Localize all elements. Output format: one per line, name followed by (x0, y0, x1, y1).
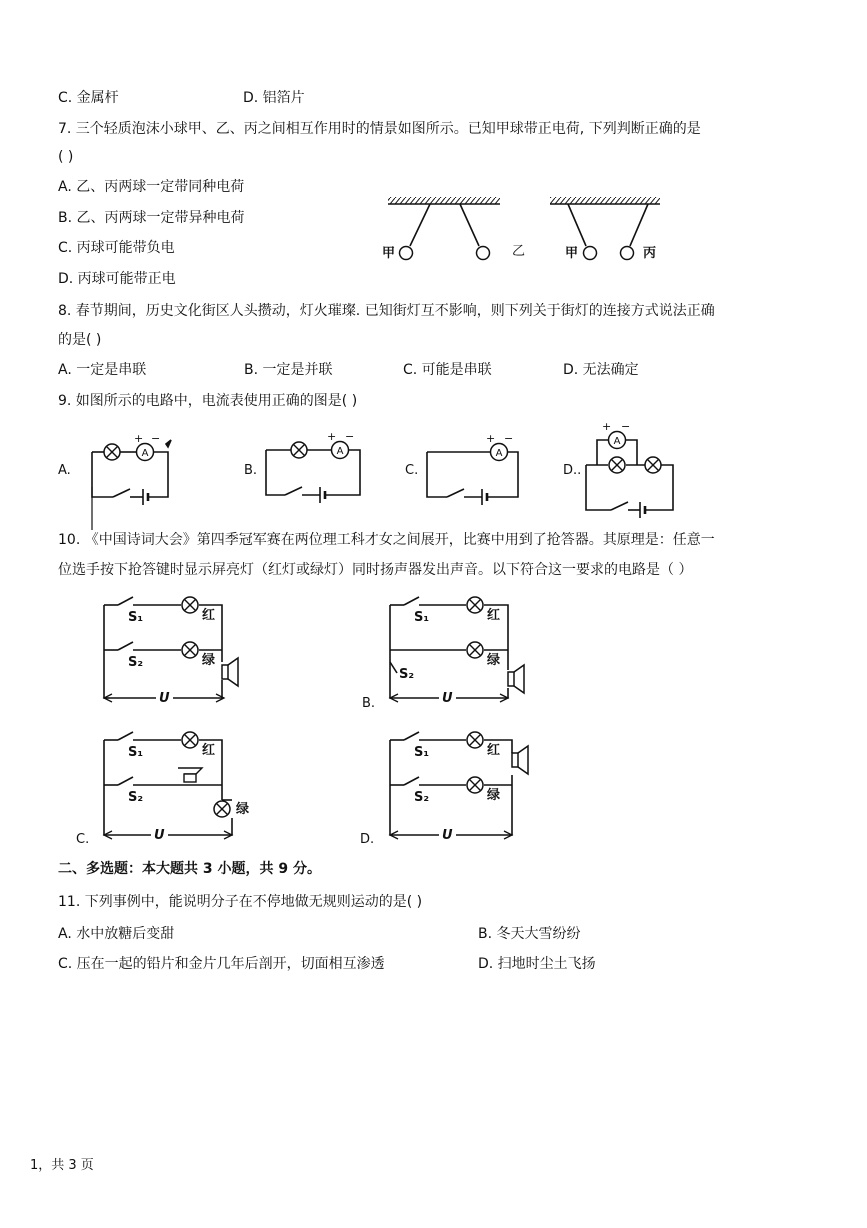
q7-stem: 7. 三个轻质泡沫小球甲、乙、丙之间相互作用时的情景如图所示。已知甲球带正电荷, 下列判断正确的是 (58, 121, 701, 137)
q8-stem-line1: 8. 春节期间，历史文化街区人头攒动，灯火璀璨. 已知街灯互不影响，则下列关于街灯的连接方式说法正确 (58, 303, 715, 319)
q7-label-yi: 乙 (512, 244, 526, 259)
q10b-green: 绿 (487, 653, 501, 668)
ball-yi (477, 247, 490, 260)
q9-label-b: B. (244, 463, 258, 478)
q11-option-a: A. 水中放糖后变甜 (58, 926, 175, 942)
q7-option-d: D. 丙球可能带正电 (58, 271, 176, 287)
ammeter-c-plus: + (486, 432, 496, 445)
ammeter-a-letter: A (141, 448, 149, 459)
q9-stem: 9. 如图所示的电路中，电流表使用正确的图是( ) (58, 393, 358, 409)
q10a-s1: S₁ (128, 610, 144, 625)
q10a-u: U (156, 692, 173, 705)
q7-paren: ( ) (58, 149, 74, 165)
q10d-green: 绿 (487, 788, 501, 803)
ammeter-b-minus: − (345, 430, 355, 443)
q10-circuit-b (390, 597, 524, 702)
q10b-s2: S₂ (399, 667, 415, 682)
ammeter-d-minus: − (621, 420, 631, 433)
q10d-s1: S₁ (414, 745, 430, 760)
ammeter-a-plus: + (134, 432, 144, 445)
ammeter-c-minus: − (504, 432, 514, 445)
q7-option-b: B. 乙、丙两球一定带异种电荷 (58, 210, 245, 226)
q8-option-b: B. 一定是并联 (244, 362, 333, 378)
q7-label-bing: 丙 (643, 246, 657, 261)
q6-option-c: C. 金属杆 (58, 90, 119, 106)
q10-stem-line1: 10. 《中国诗词大会》第四季冠军赛在两位理工科才女之间展开，比赛中用到了抢答器。其原理是：任意一 (58, 532, 715, 548)
q10c-green: 绿 (236, 802, 250, 817)
q10c-u: U (151, 829, 168, 842)
ammeter-d-plus: + (602, 420, 612, 433)
q11-option-c: C. 压在一起的铅片和金片几年后剖开，切面相互渗透 (58, 956, 385, 972)
q9-circuit-a (92, 432, 171, 530)
q10b-red: 红 (487, 608, 501, 623)
q10-stem-line2: 位选手按下抢答键时显示屏亮灯（红灯或绿灯）同时扬声器发出声音。以下符合这一要求的电路是（ ） (58, 562, 693, 578)
ball-jia-1 (400, 247, 413, 260)
q9-label-d: D.. (563, 463, 582, 478)
q11-option-b: B. 冬天大雪纷纷 (478, 926, 581, 942)
q9-circuit-b (266, 430, 360, 503)
q9-circuit-c (427, 432, 518, 505)
q9-label-a: A. (58, 463, 71, 478)
ammeter-c-letter: A (495, 448, 503, 459)
ball-bing (621, 247, 634, 260)
q10-label-b: B. (362, 696, 376, 711)
ammeter-b-plus: + (327, 430, 337, 443)
q10d-s2: S₂ (414, 790, 430, 805)
q10c-s1: S₁ (128, 745, 144, 760)
q10-label-d: D. (360, 832, 375, 847)
q7-label-jia-2: 甲 (565, 246, 579, 261)
q10d-red: 红 (487, 743, 501, 758)
q10d-u: U (439, 829, 456, 842)
q10-circuit-a (104, 597, 238, 702)
q8-option-c: C. 可能是串联 (403, 362, 492, 378)
q6-option-d: D. 铝箔片 (243, 90, 305, 106)
q7-label-jia-1: 甲 (382, 246, 396, 261)
q7-option-c: C. 丙球可能带负电 (58, 240, 175, 256)
q10a-red: 红 (202, 608, 216, 623)
q8-option-d: D. 无法确定 (563, 362, 639, 378)
q10b-u: U (439, 692, 456, 705)
q8-stem-line2: 的是( ) (58, 332, 102, 348)
q10-circuit-d (390, 732, 528, 839)
q8-option-a: A. 一定是串联 (58, 362, 147, 378)
q10-label-c: C. (76, 832, 90, 847)
section2-heading: 二、多选题：本大题共 3 小题，共 9 分。 (58, 861, 321, 877)
q10a-green: 绿 (202, 653, 216, 668)
q7-option-a: A. 乙、丙两球一定带同种电荷 (58, 179, 245, 195)
page-footer: 1，共 3 页 (30, 1158, 94, 1173)
q10b-s1: S₁ (414, 610, 430, 625)
ammeter-d-letter: A (613, 436, 621, 447)
ball-jia-2 (584, 247, 597, 260)
q9-circuit-d (586, 420, 673, 518)
q10c-red: 红 (202, 743, 216, 758)
q10a-s2: S₂ (128, 655, 144, 670)
q11-option-d: D. 扫地时尘土飞扬 (478, 956, 596, 972)
q9-label-c: C. (405, 463, 419, 478)
q10c-s2: S₂ (128, 790, 144, 805)
ammeter-b-letter: A (336, 446, 344, 457)
q11-stem: 11. 下列事例中，能说明分子在不停地做无规则运动的是( ) (58, 894, 423, 910)
ammeter-a-minus: − (151, 432, 161, 445)
